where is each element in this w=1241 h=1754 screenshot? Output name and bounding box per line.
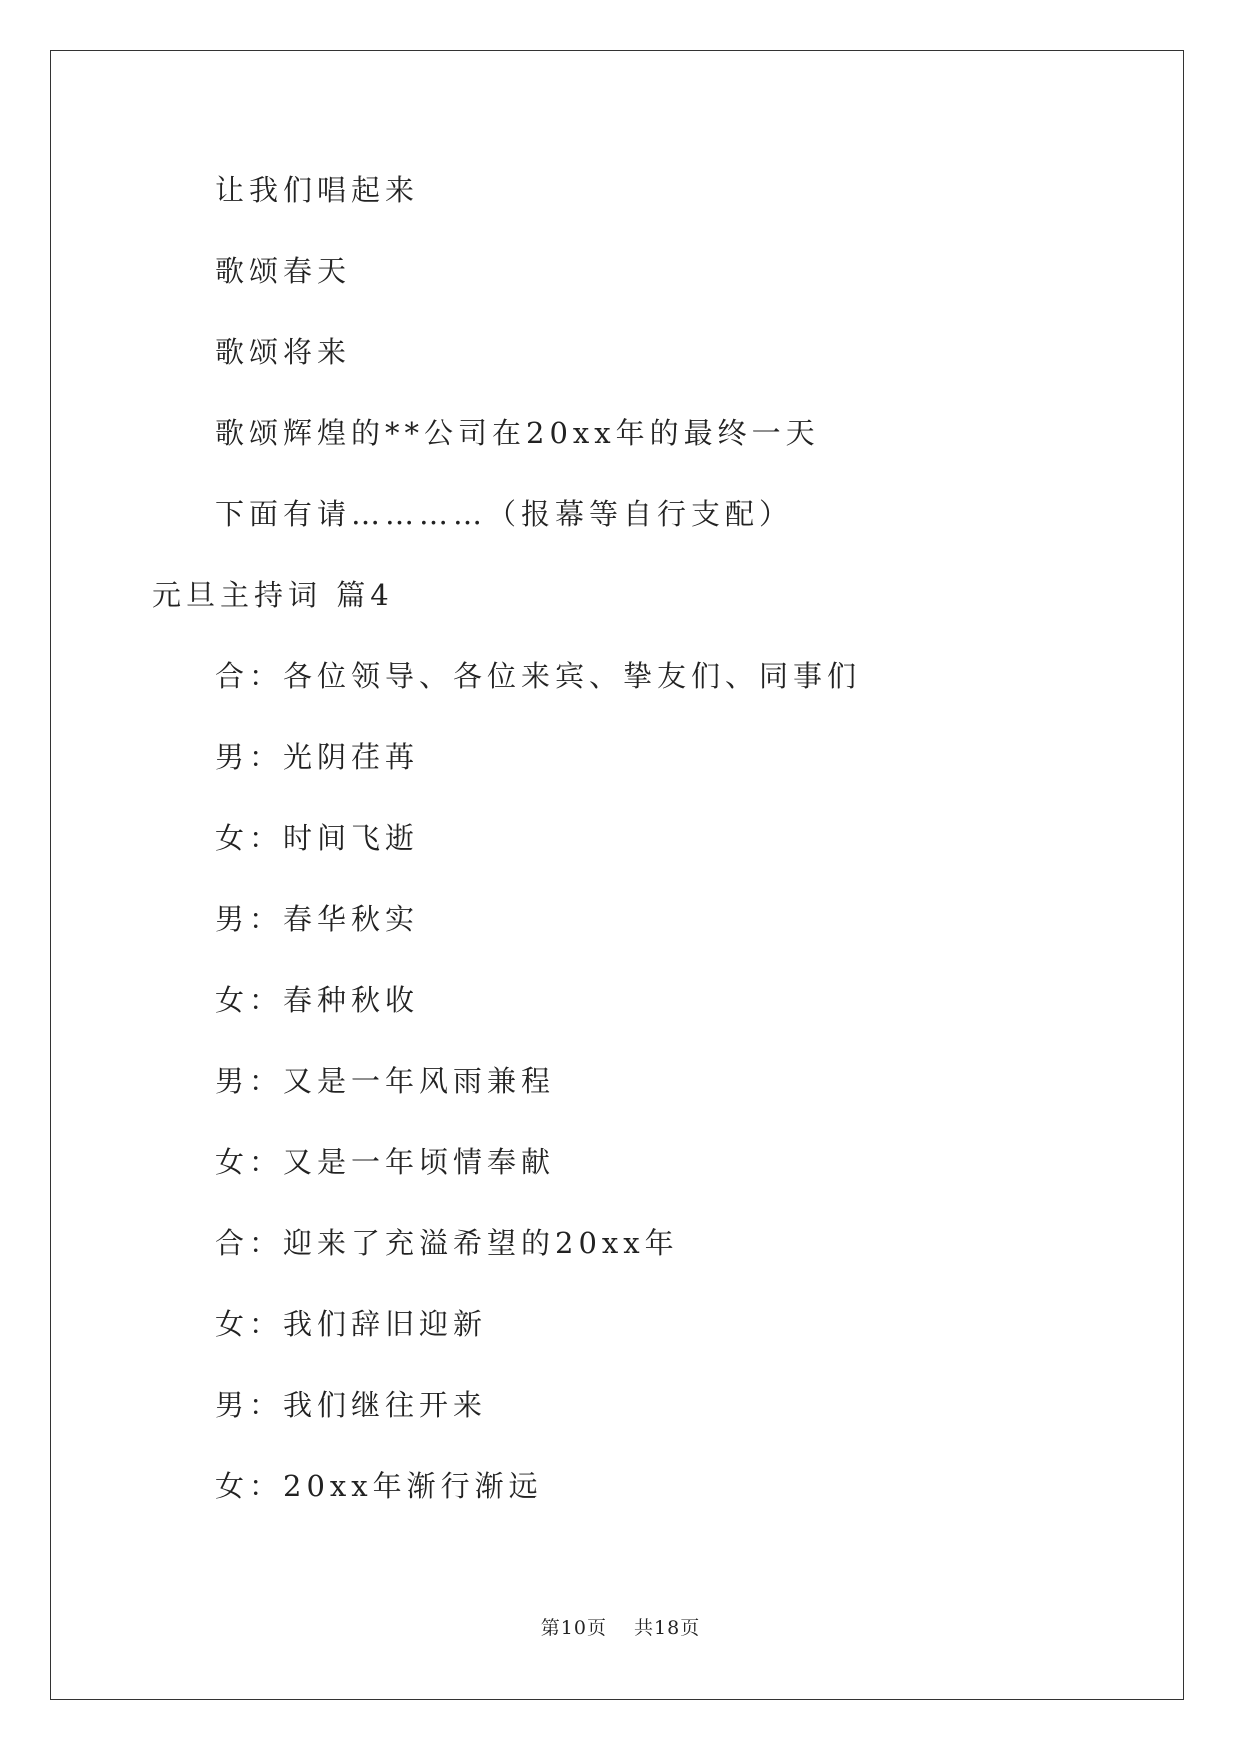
text-line: 男：又是一年风雨兼程 <box>215 1064 556 1098</box>
text-line: 男：我们继往开来 <box>215 1388 488 1422</box>
text-line: 女：时间飞逝 <box>215 821 420 855</box>
text-line: 女：春种秋收 <box>215 983 420 1017</box>
text-line: 男：光阴荏苒 <box>215 740 420 774</box>
text-line: 男：春华秋实 <box>215 902 420 936</box>
page-border <box>50 50 1184 1700</box>
section-heading: 元旦主持词 篇4 <box>152 578 394 612</box>
text-line: 让我们唱起来 <box>215 173 420 207</box>
text-line: 歌颂春天 <box>215 254 352 288</box>
text-line: 女：我们辞旧迎新 <box>215 1307 488 1341</box>
text-line: 合：各位领导、各位来宾、挚友们、同事们 <box>215 659 862 693</box>
page-total: 共18页 <box>634 1617 701 1639</box>
text-line: 下面有请…………（报幕等自行支配） <box>215 497 794 531</box>
text-line: 女：又是一年顷情奉献 <box>215 1145 556 1179</box>
page-footer <box>0 1616 1241 1640</box>
text-line: 合：迎来了充溢希望的20xx年 <box>215 1226 679 1260</box>
text-line: 歌颂将来 <box>215 335 352 369</box>
text-line: 歌颂辉煌的**公司在20xx年的最终一天 <box>215 416 820 450</box>
text-line: 女：20xx年渐行渐远 <box>215 1469 543 1503</box>
page-number: 第10页 <box>540 1617 607 1639</box>
